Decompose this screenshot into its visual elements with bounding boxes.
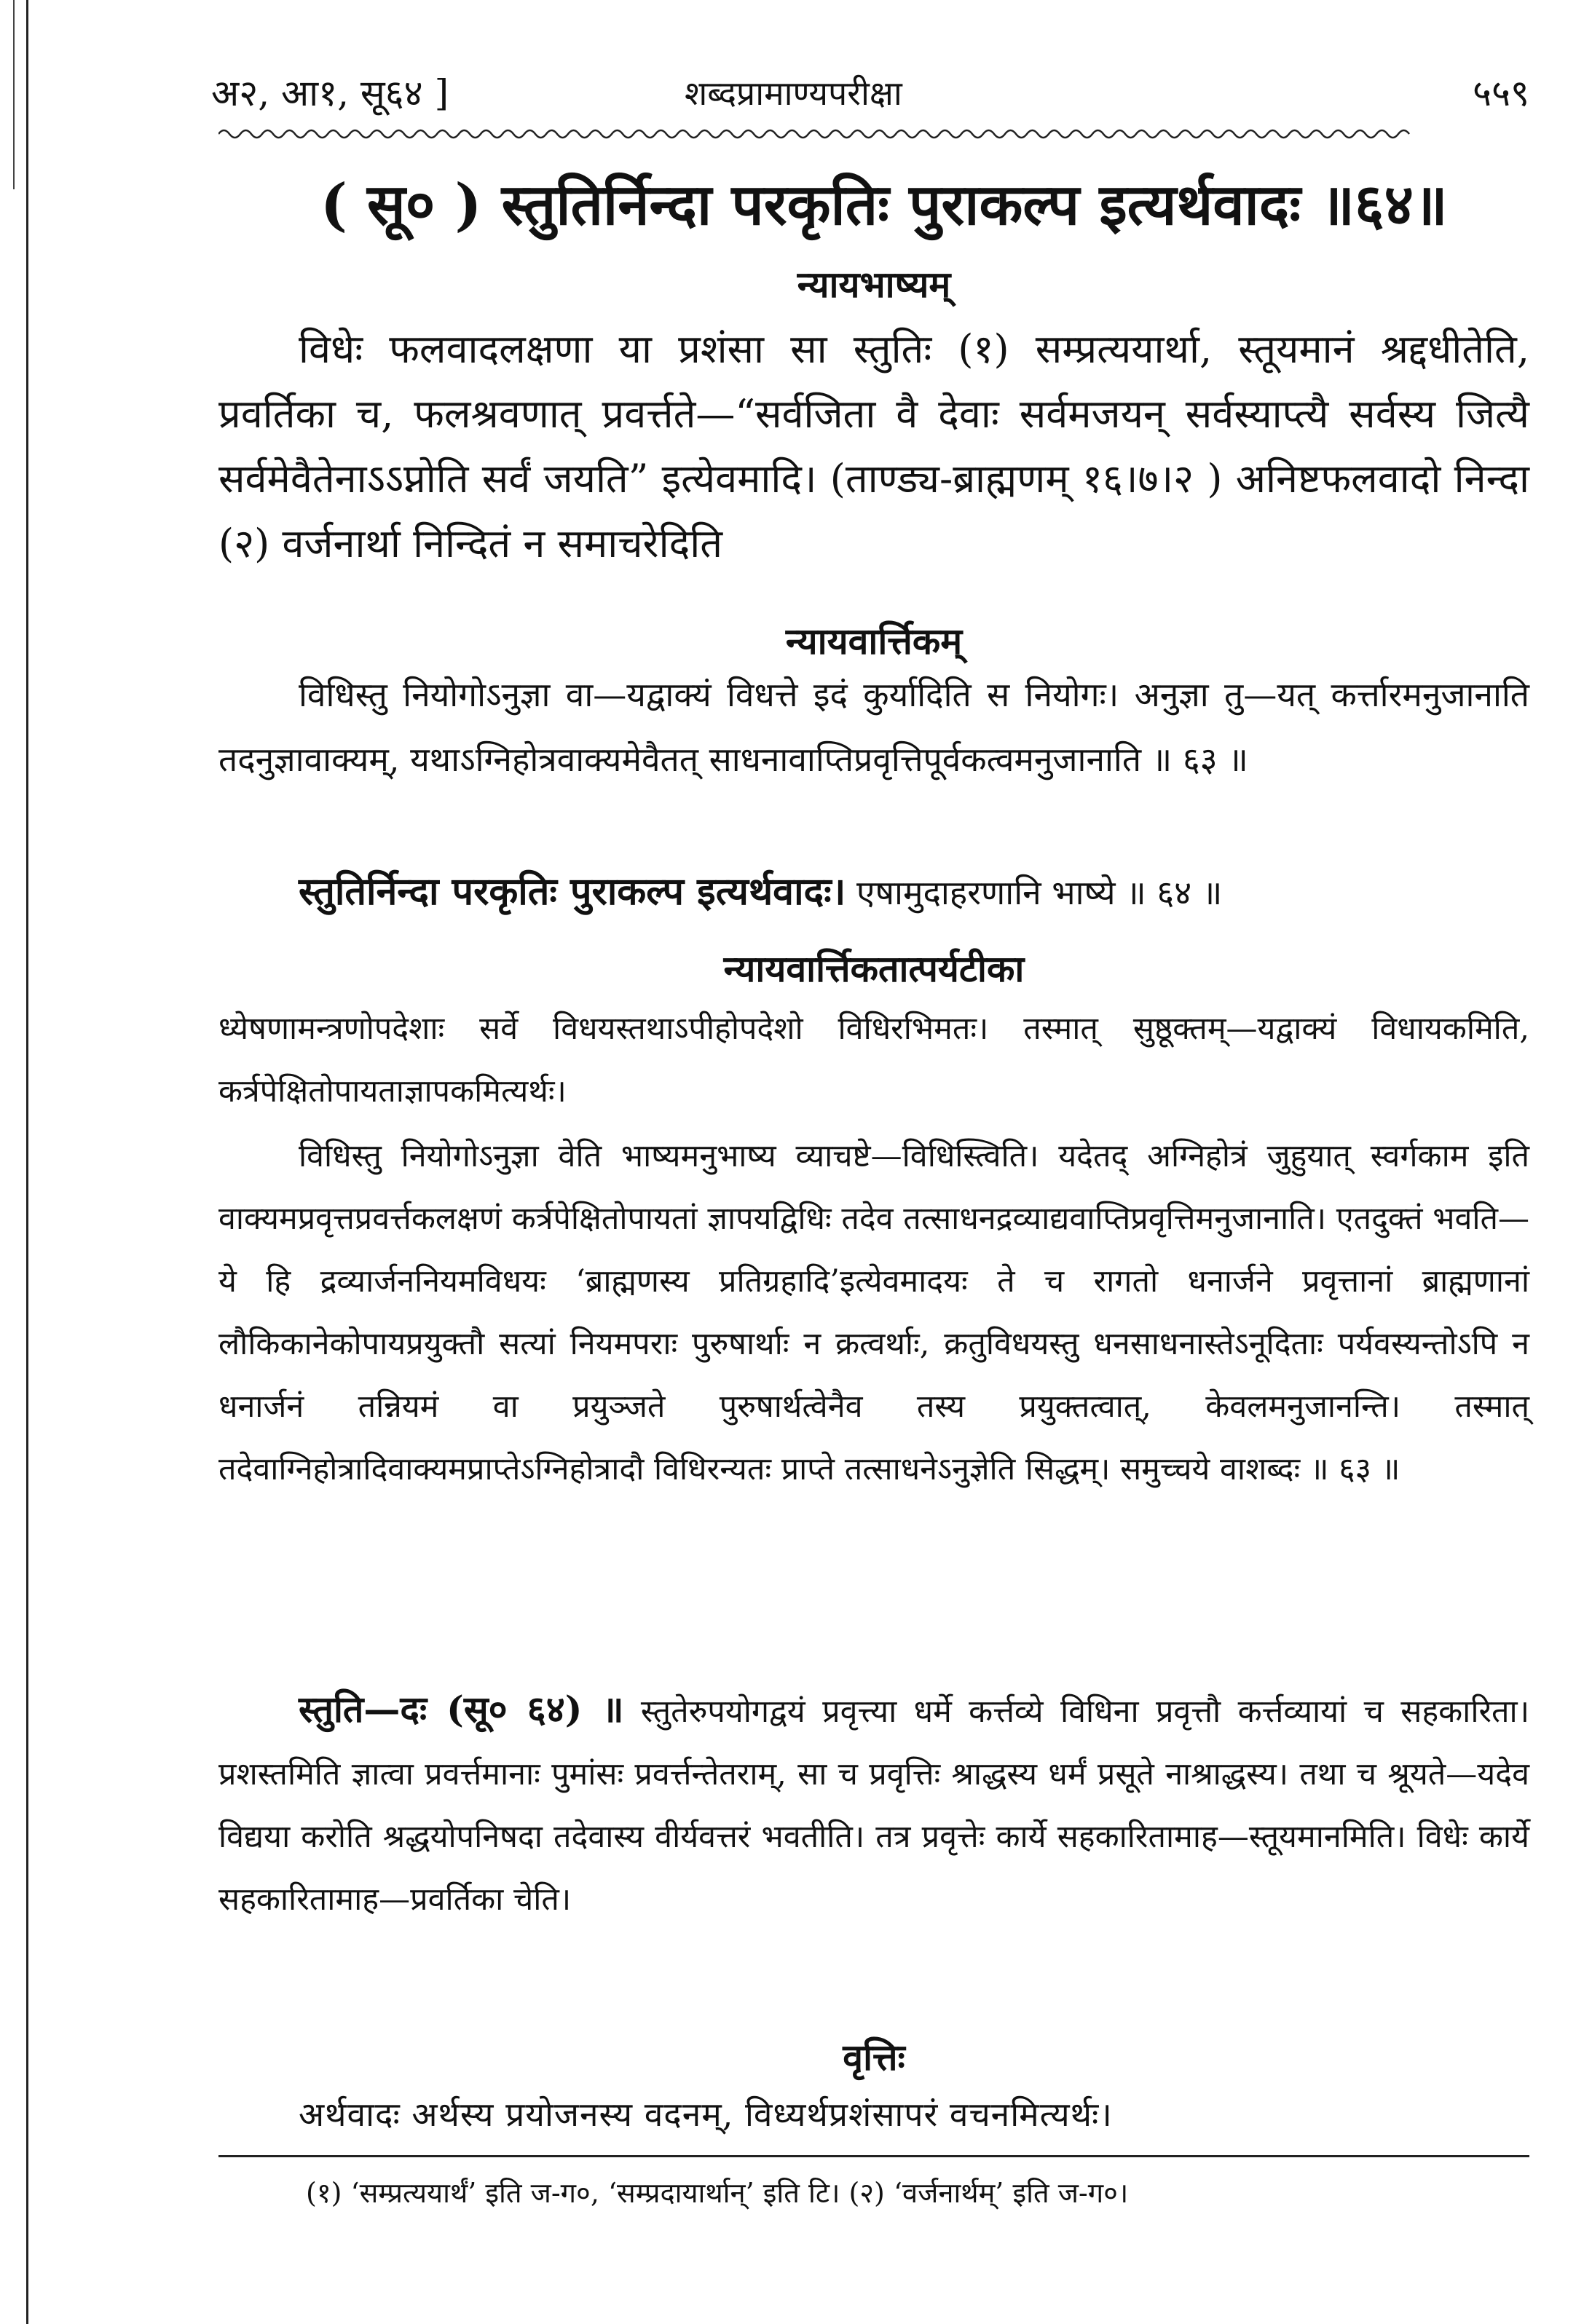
running-header xyxy=(211,67,1529,118)
scan-edge-line xyxy=(13,0,15,189)
tika-paragraph-2: विधिस्तु नियोगोऽनुज्ञा वेति भाष्यमनुभाष्य व्याचष्टे—विधिस्त्विति। यदेतद् अग्निहोत्रं जुहुयात् स्वर्गकाम इति वाक्यमप्रवृत्तप्रवर्त्तकलक्षणं कर्त्रपेक्षितोपायतां ज्ञापयद्विधिः तदेव तत्साधनद्रव्याद्यवाप्तिप्रवृत्तिमनुजानाति। एतदुक्तं भवति—ये हि द्रव्यार्जननियमविधयः ‘ब्राह्मणस्य प्रतिग्रहादि’इत्येवमादयः ते च रागतो धनार्जने प्रवृत्तानां ब्राह्मणानां लौकिकानेकोपायप्रयुक्तौ सत्यां नियमपराः पुरुषार्थाः न क्रत्वर्थाः, क्रतुविधयस्तु धनसाधनास्तेऽनूदिताः पर्यवस्यन्तोऽपि न धनार्जनं तन्नियमं वा प्रयुञ्जते पुरुषार्थत्वेनैव तस्य प्रयुक्तत्वात्, केवलमनुजानन्ति। तस्मात् तदेवाग्निहोत्रादिवाक्यमप्राप्तेऽग्निहोत्रादौ विधिरन्यतः प्राप्ते तत्साधनेऽनुज्ञेति सिद्धम्। समुच्चये वाशब्दः ॥ ६३ ॥ xyxy=(218,1138,1529,1487)
section-heading-vritti: वृत्तिः xyxy=(843,2036,905,2079)
tika-paragraph-3 xyxy=(218,1678,1529,1931)
vartika-paragraph-1: विधिस्तु नियोगोऽनुज्ञा वा—यद्वाक्यं विधत्ते इदं कुर्यादिति स नियोगः। अनुज्ञा तु—यत् कर्त्तारमनुजानाति तदनुज्ञावाक्यम्, यथाऽग्निहोत्रवाक्यमेवैतत् साधनावाप्तिप्रवृत्तिपूर्वकत्वमनुजानाति ॥ ६३ ॥ xyxy=(218,675,1529,779)
footnote-rule xyxy=(218,2155,1529,2157)
tika-paragraph-1: ध्येषणामन्त्रणोपदेशाः सर्वे विधयस्तथाऽपीहोपदेशो विधिरभिमतः। तस्मात् सुष्ठूक्तम्—यद्वाक्यं विधायकमिति, कर्त्रपेक्षितोपायताज्ञापकमित्यर्थः। xyxy=(218,1011,1529,1110)
header-title: शब्दप्रामाण्यपरीक्षा xyxy=(685,74,902,113)
footnote: (१) ‘सम्प्रत्ययार्थं’ इति ज-ग०, ‘सम्प्रदायार्थान्’ इति टि। (२) ‘वर्जनार्थम्’ इति ज-ग०। xyxy=(306,2177,1129,2209)
header-wavy-rule xyxy=(218,125,1529,143)
sutra-heading: ( सू० ) स्तुतिर्निन्दा परकृतिः पुराकल्प इत्यर्थवादः ॥६४॥ xyxy=(320,172,1448,238)
bhashya-text: विधेः फलवादलक्षणा या प्रशंसा सा स्तुतिः (१) सम्प्रत्ययार्था, स्तूयमानं श्रद्दधीतेति, प्रवर्तिका च, फलश्रवणात् प्रवर्त्तते—“सर्वजिता वै देवाः सर्वमजयन् सर्वस्याप्त्यै सर्वस्य जित्यै सर्वमेवैतेनाऽऽप्नोति सर्वं जयति” इत्येवमादि। (ताण्ड्य-ब्राह्मणम् १६।७।२ ) अनिष्टफलवादो निन्दा (२) वर्जनार्था निन्दितं न समाचरेदिति xyxy=(218,326,1529,566)
page-number: ५५९ xyxy=(1473,72,1529,114)
header-section-ref: अ२, आ१, सू६४ ] xyxy=(211,72,449,114)
vartika-sutra-note: एषामुदाहरणानि भाष्ये ॥ ६४ ॥ xyxy=(856,873,1223,912)
section-heading-tika: न्यायवार्त्तिकतात्पर्यटीका xyxy=(723,947,1025,990)
tika-paragraph-3-text: स्तुतेरुपयोगद्वयं प्रवृत्त्या धर्मे कर्त्तव्ये विधिना प्रवृत्तौ कर्त्तव्यायां च सहकारिता। प्रशस्तमिति ज्ञात्वा प्रवर्त्तमानाः पुमांसः प्रवर्त्तन्तेतराम्, सा च प्रवृत्तिः श्राद्धस्य धर्मं प्रसूते नाश्राद्धस्य। तथा च श्रूयते—यदेव विद्यया करोति श्रद्धयोपनिषदा तदेवास्य वीर्यवत्तरं भवतीति। तत्र प्रवृत्तेः कार्ये सहकारितामाह—स्तूयमानमिति। विधेः कार्ये सहकारितामाह—प्रवर्तिका चेति। xyxy=(218,1693,1529,1918)
vartika-sutra-lead: स्तुतिर्निन्दा परकृतिः पुराकल्प इत्यर्थवादः। xyxy=(299,869,846,914)
section-heading-bhashya: न्यायभाष्यम् xyxy=(797,263,951,306)
section-heading-vartika: न्यायवार्त्तिकम् xyxy=(785,620,963,663)
vritti-text: अर्थवादः अर्थस्य प्रयोजनस्य वदनम्, विध्यर्थप्रशंसापरं वचनमित्यर्थः। xyxy=(299,2095,1113,2134)
tika-sutra-lead: स्तुति—दः (सू० ६४) ॥ xyxy=(299,1688,624,1731)
page-left-border xyxy=(26,0,28,2324)
vartika-paragraph-2 xyxy=(218,859,1529,925)
